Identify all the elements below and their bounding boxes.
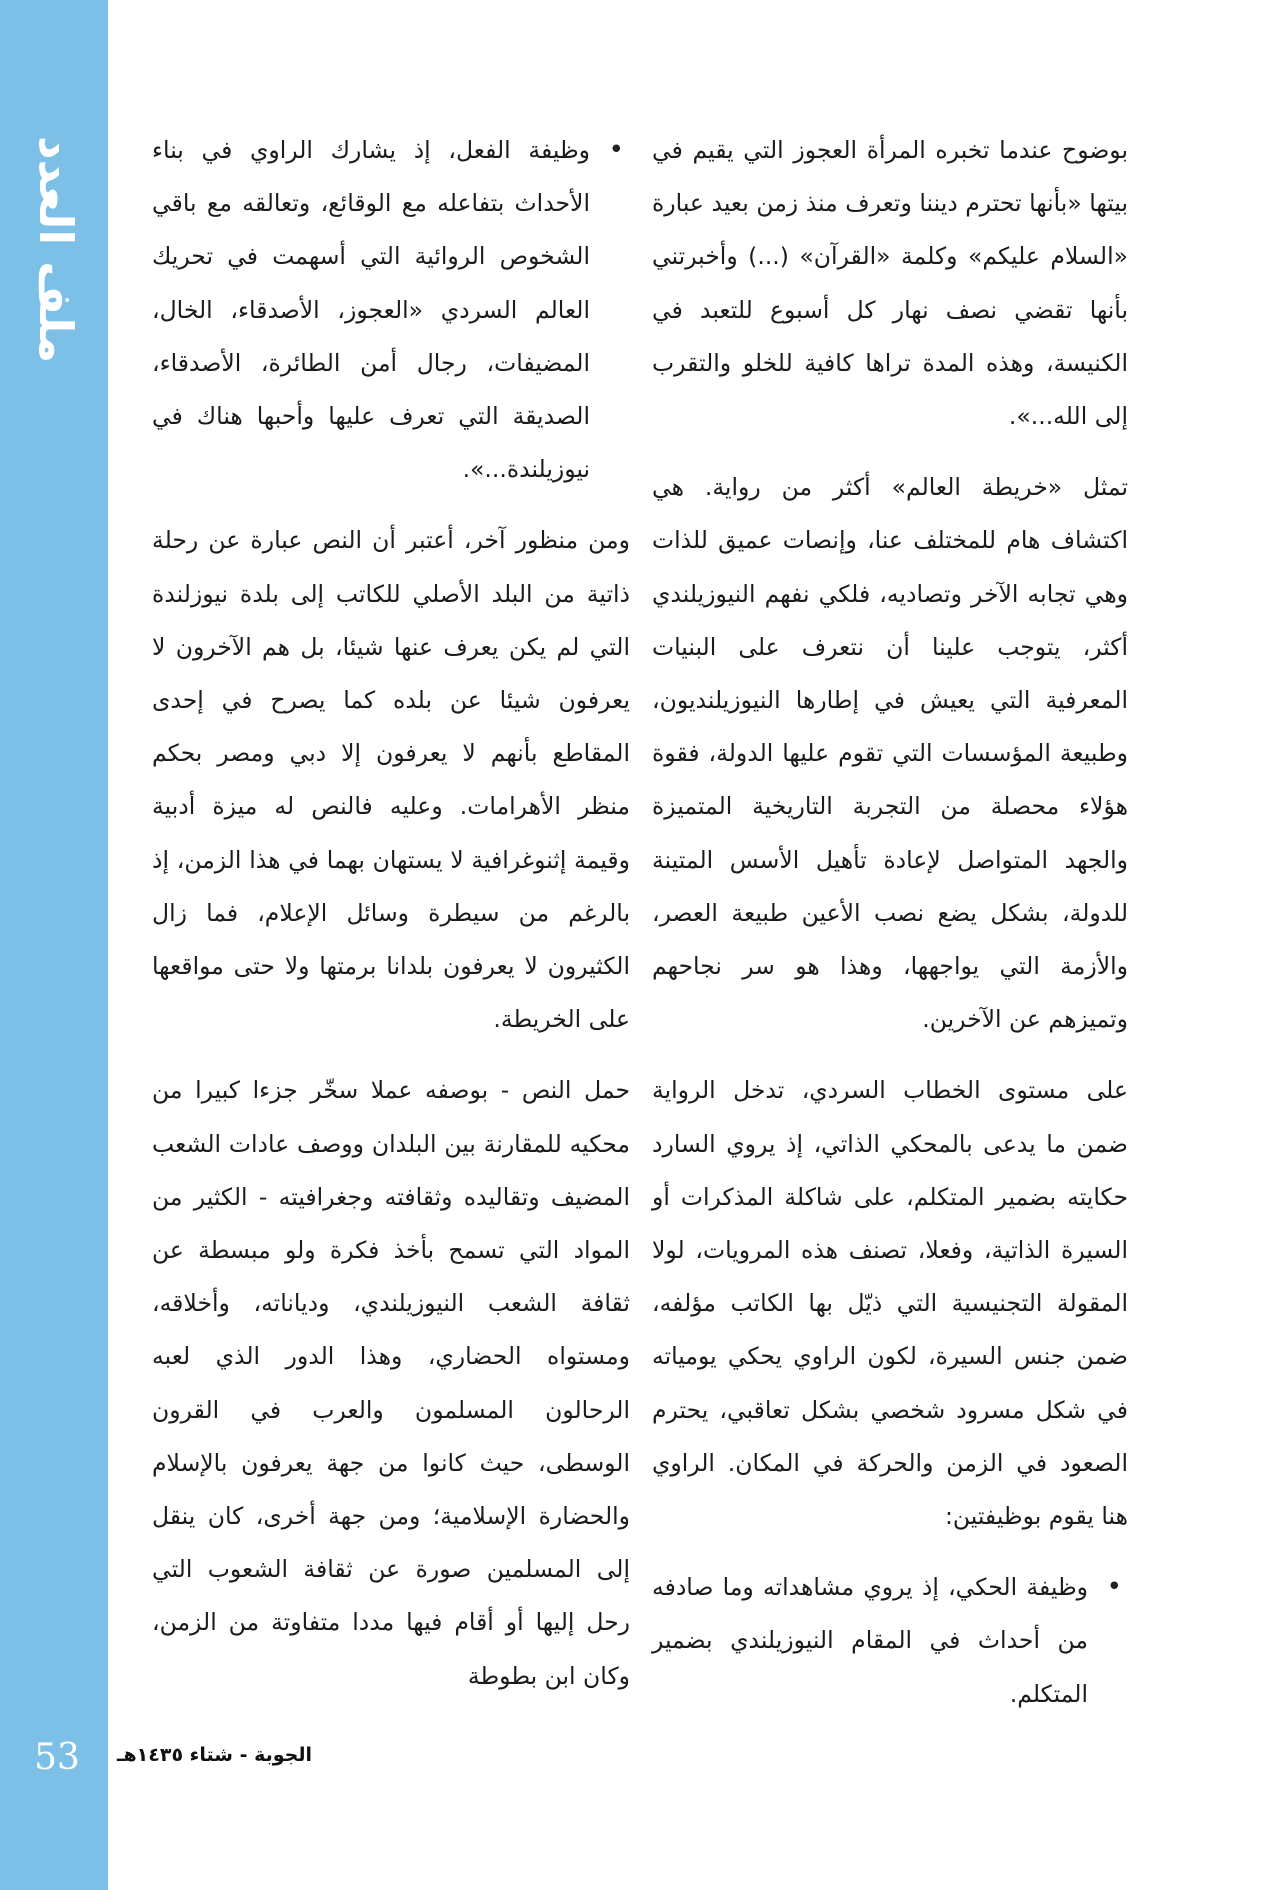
bullet-dot-icon: • xyxy=(1106,1572,1122,1603)
right-column xyxy=(652,124,1128,1739)
paragraph: بوضوح عندما تخبره المرأة العجوز التي يقيم في بيتها «بأنها تحترم ديننا وتعرف منذ زمن بعيد عبارة «السلام عليكم» وكلمة «القرآن» (...) وأخبرتني بأنها تقضي نصف نهار كل أسبوع للتعبد في الكنيسة، وهذه المدة تراها كافية للخلو والتقرب إلى الله...». xyxy=(652,136,1128,431)
magazine-footer: الجوبة - شتاء ١٤٣٥هـ xyxy=(117,1744,312,1766)
sidebar-band xyxy=(0,0,108,1890)
paragraph: على مستوى الخطاب السردي، تدخل الرواية ضمن ما يدعى بالمحكي الذاتي، إذ يروي السارد حكايته بضمير المتكلم، على شاكلة المذكرات أو السيرة الذاتية، وفعلا، تصنف هذه المرويات، لولا المقولة التجنيسية التي ذيّل بها الكاتب مؤلفه، ضمن جنس السيرة، لكون الراوي يحكي يومياته في شكل مسرود شخصي بشكل تعاقبي، يحترم الصعود في الزمن والحركة في المكان. الراوي هنا يقوم بوظيفتين: xyxy=(652,1076,1128,1531)
bullet-text: وظيفة الفعل، إذ يشارك الراوي في بناء الأحداث بتفاعله مع الوقائع، وتعالقه مع باقي الشخوص الروائية التي أسهمت في تحريك العالم السردي «العجوز، الأصدقاء، الخال، المضيفات، رجال أمن الطائرة، الأصدقاء، الصديقة التي تعرف عليها وأحبها هناك في نيوزيلندة...». xyxy=(152,136,590,484)
section-title: ملف العدد xyxy=(29,136,83,364)
bullet-item xyxy=(652,1561,1128,1721)
bullet-item xyxy=(152,124,630,496)
bullet-text: وظيفة الحكي، إذ يروي مشاهداته وما صادفه من أحداث في المقام النيوزيلندي بضمير المتكلم. xyxy=(652,1573,1088,1708)
paragraph: حمل النص - بوصفه عملا سخّر جزءا كبيرا من محكيه للمقارنة بين البلدان ووصف عادات الشعب المضيف وتقاليده وثقافته وجغرافيته - الكثير من المواد التي تسمح بأخذ فكرة ولو مبسطة عن ثقافة الشعب النيوزيلندي، ودياناته، وأخلاقه، ومستواه الحضاري، وهذا الدور الذي لعبه الرحالون المسلمون والعرب في القرون الوسطى، حيث كانوا من جهة يعرفون بالإسلام والحضارة الإسلامية؛ ومن جهة أخرى، كان ينقل إلى المسلمين صورة عن ثقافة الشعوب التي رحل إليها أو أقام فيها مددا متفاوتة من الزمن، وكان ابن بطوطة xyxy=(152,1076,630,1690)
page-number: 53 xyxy=(34,1737,80,1778)
bullet-dot-icon: • xyxy=(608,135,624,165)
left-column xyxy=(152,124,630,1721)
paragraph: تمثل «خريطة العالم» أكثر من رواية. هي اكتشاف هام للمختلف عنا، وإنصات عميق للذات وهي تجابه الآخر وتصاديه، فلكي نفهم النيوزيلندي أكثر، يتوجب علينا أن نتعرف على البنيات المعرفية التي يعيش في إطارها النيوزيلنديون، وطبيعة المؤسسات التي تقوم عليها الدولة، فقوة هؤلاء محصلة من التجربة التاريخية المتميزة والجهد المتواصل لإعادة تأهيل الأسس المتينة للدولة، بشكل يضع نصب الأعين طبيعة العصر، والأزمة التي يواجهها، وهذا هو سر نجاحهم وتميزهم عن الآخرين. xyxy=(652,473,1128,1034)
paragraph: ومن منظور آخر، أعتبر أن النص عبارة عن رحلة ذاتية من البلد الأصلي للكاتب إلى بلدة نيوزلندة التي لم يكن يعرف عنها شيئا، بل هم الآخرون لا يعرفون شيئا عن بلده كما يصرح في إحدى المقاطع بأنهم لا يعرفون إلا دبي ومصر بحكم منظر الأهرامات. وعليه فالنص له ميزة أدبية وقيمة إثنوغرافية لا يستهان بهما في هذا الزمن، إذ بالرغم من سيطرة وسائل الإعلام، فما زال الكثيرون لا يعرفون بلدانا برمتها ولا حتى مواقعها على الخريطة. xyxy=(152,526,630,1034)
